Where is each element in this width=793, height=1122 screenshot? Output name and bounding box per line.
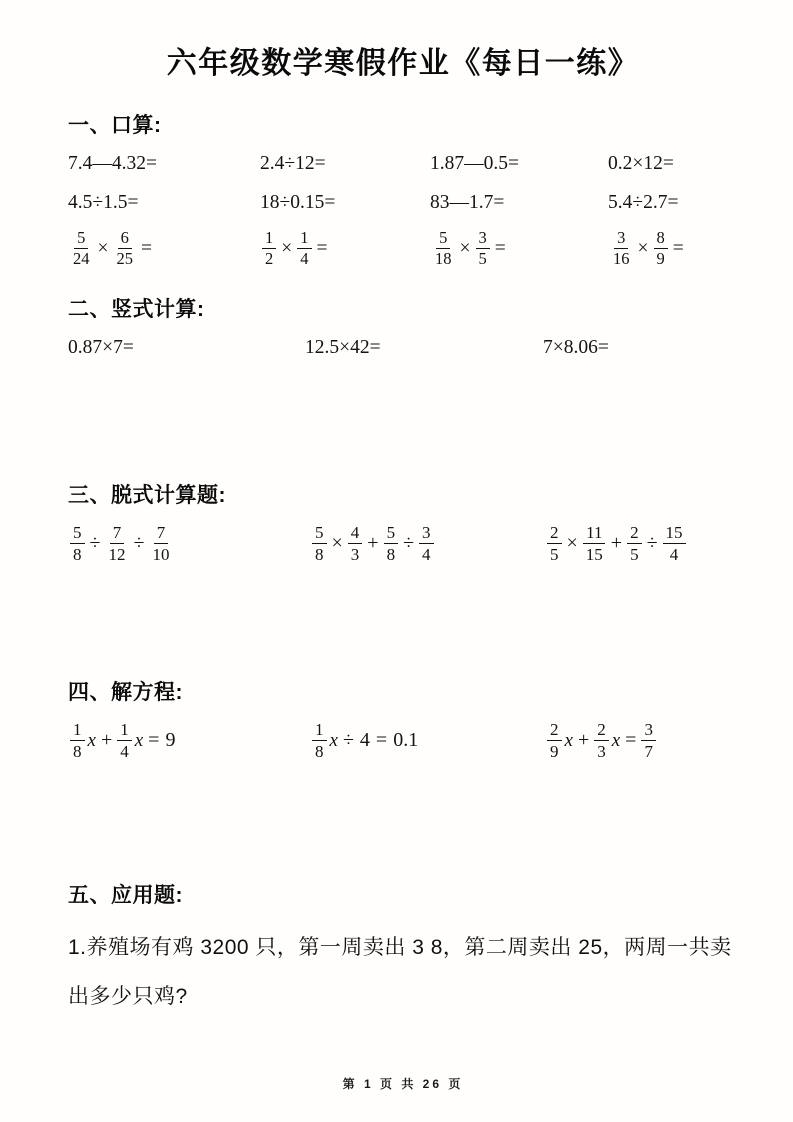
section-stepwise-heading: 三、脱式计算题: — [68, 483, 226, 507]
oral-problem: 7.4—4.32= — [68, 153, 157, 174]
fraction: $\frac{5}{24}$ — [73, 228, 90, 269]
operator: × — [331, 531, 343, 554]
vertical-problem: 0.87×7= — [68, 336, 134, 358]
word-problem-text: 1.养殖场有鸡 3200 只，第一周卖出 3 8，第二周卖出 25，两周一共卖出多少只鸡? — [68, 936, 732, 1009]
oral-problem: 5.4÷2.7= — [608, 192, 679, 213]
stepwise-problem — [68, 523, 310, 564]
section-oral — [68, 109, 738, 289]
fraction: $\frac{4}{3}$ — [348, 523, 363, 564]
operator: 0.1 — [393, 729, 419, 752]
oral-fraction-problem — [68, 229, 260, 269]
fraction: $\frac{6}{25}$ — [116, 228, 133, 269]
oral-problem: 83—1.7= — [430, 192, 505, 213]
operator: × — [459, 237, 471, 259]
equation-problem — [310, 720, 545, 761]
operator: + — [577, 729, 590, 752]
oral-problems-row-2 — [68, 192, 738, 214]
fraction: $\frac{3}{4}$ — [419, 523, 434, 564]
section-oral-heading: 一、口算: — [68, 114, 162, 137]
variable: x — [134, 729, 144, 751]
operator: ÷ — [89, 531, 101, 554]
vertical-problem: 7×8.06= — [543, 336, 609, 358]
operator: = — [148, 729, 160, 752]
operator: + — [367, 531, 379, 554]
section-equations — [68, 676, 738, 879]
operator: ÷ — [646, 531, 658, 554]
fraction: $\frac{2}{5}$ — [547, 523, 562, 564]
variable: x — [611, 729, 621, 751]
section-equations-heading: 四、解方程: — [68, 681, 183, 704]
section-word-heading: 五、应用题: — [68, 884, 183, 908]
fraction: $\frac{1}{4}$ — [297, 229, 311, 269]
operator: × — [281, 237, 293, 259]
fraction: $\frac{15}{4}$ — [663, 523, 686, 564]
section-vertical-heading: 二、竖式计算: — [68, 297, 205, 321]
equations-workspace — [68, 781, 738, 879]
oral-problems-row-1 — [68, 153, 738, 175]
fraction: $\frac{2}{9}$ — [547, 720, 562, 761]
section-stepwise — [68, 479, 738, 676]
fraction: $\frac{2}{3}$ — [594, 720, 609, 761]
variable: x — [87, 729, 96, 751]
section-vertical-calc — [68, 293, 738, 479]
operator: ÷ — [403, 531, 415, 554]
operator: = — [375, 729, 388, 752]
oral-fraction-problem — [608, 229, 738, 269]
operator: ÷ — [342, 729, 354, 752]
oral-problem: 2.4÷12= — [260, 153, 326, 174]
fraction: $\frac{5}{8}$ — [70, 523, 85, 564]
fraction: $\frac{1}{8}$ — [70, 720, 85, 761]
operator: = — [672, 237, 684, 259]
fraction: $\frac{11}{15}$ — [583, 523, 606, 564]
fraction: $\frac{1}{8}$ — [312, 720, 327, 761]
fraction: $\frac{7}{12}$ — [108, 522, 126, 564]
vertical-problems-row — [68, 337, 738, 359]
fraction: $\frac{3}{7}$ — [641, 720, 656, 761]
fraction: $\frac{3}{16}$ — [613, 228, 630, 269]
oral-problem: 18÷0.15= — [260, 192, 336, 213]
equation-problem — [68, 720, 310, 761]
fraction: $\frac{1}{2}$ — [262, 229, 276, 269]
oral-fraction-problem — [430, 229, 608, 269]
oral-problem: 1.87—0.5= — [430, 153, 519, 174]
operator: + — [100, 729, 113, 752]
fraction: $\frac{5}{18}$ — [435, 228, 452, 269]
variable: x — [564, 729, 573, 751]
fraction: $\frac{1}{4}$ — [117, 720, 132, 761]
operator: = — [494, 237, 506, 259]
fraction: $\frac{3}{5}$ — [476, 229, 490, 269]
operator: ÷ — [133, 531, 145, 554]
operator: × — [97, 237, 109, 259]
oral-fraction-problem — [260, 229, 430, 269]
variable: x — [329, 729, 338, 751]
operator: × — [566, 531, 578, 554]
page-number-footer: 第 1 页 共 26 页 — [342, 1077, 464, 1091]
fraction: $\frac{5}{8}$ — [384, 523, 399, 564]
equations-problems-row — [68, 720, 738, 761]
operator: = — [625, 729, 637, 752]
stepwise-problem — [545, 523, 738, 564]
page-title: 六年级数学寒假作业《每日一练》 — [166, 47, 640, 80]
vertical-calc-workspace — [68, 376, 738, 479]
fraction: $\frac{8}{9}$ — [654, 229, 668, 269]
fraction: $\frac{7}{10}$ — [152, 522, 170, 564]
oral-fraction-row — [68, 229, 738, 269]
equation-problem — [545, 720, 738, 761]
operator: 9 — [165, 729, 176, 752]
operator: 4 — [359, 729, 370, 752]
operator: + — [610, 531, 623, 554]
fraction: $\frac{2}{5}$ — [627, 523, 642, 564]
operator: × — [637, 237, 649, 259]
operator: = — [141, 237, 152, 259]
stepwise-workspace — [68, 584, 738, 676]
oral-problem: 0.2×12= — [608, 153, 674, 174]
fraction: $\frac{5}{8}$ — [312, 523, 327, 564]
operator: = — [316, 237, 328, 259]
section-word-problems — [68, 879, 738, 1022]
oral-problem: 4.5÷1.5= — [68, 192, 139, 213]
stepwise-problems-row — [68, 523, 738, 564]
vertical-problem: 12.5×42= — [305, 336, 381, 358]
stepwise-problem — [310, 523, 545, 564]
